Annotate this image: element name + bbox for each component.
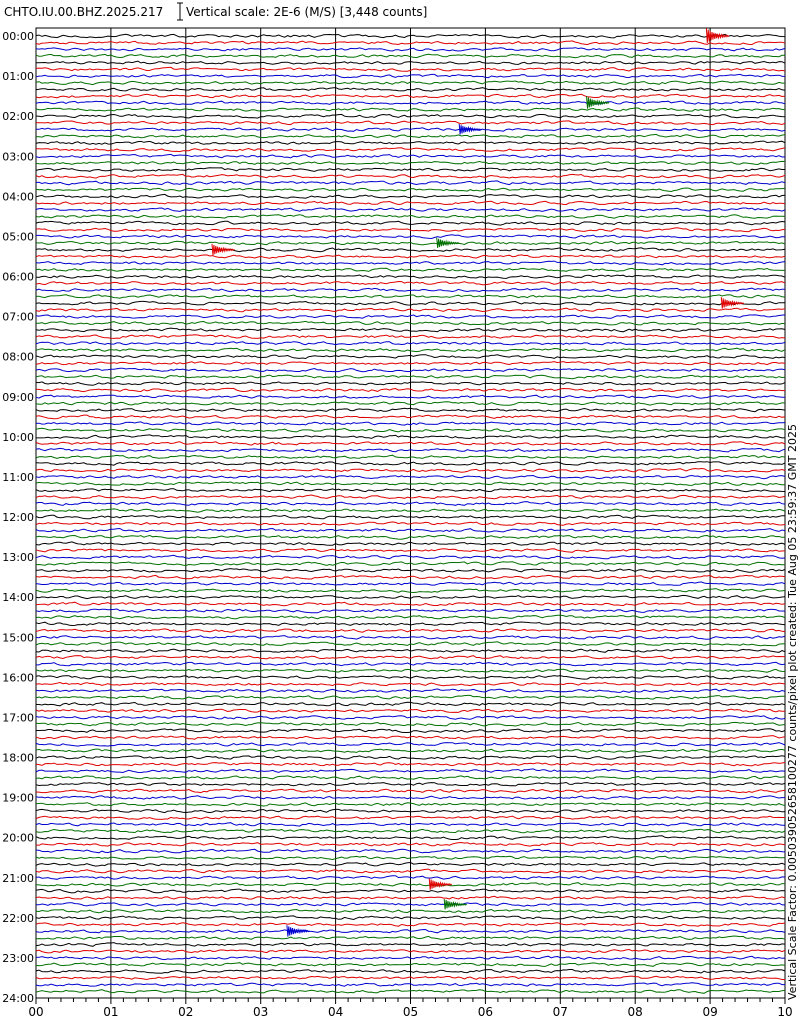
event-traces bbox=[212, 28, 744, 936]
hour-tick-label: 23:00 bbox=[2, 951, 34, 965]
event-burst bbox=[437, 238, 460, 248]
hour-tick-label: 24:00 bbox=[2, 992, 34, 1005]
hour-tick-label: 15:00 bbox=[2, 631, 34, 645]
minute-tick-label: 04 bbox=[327, 1005, 344, 1019]
hour-tick-label: 13:00 bbox=[2, 551, 34, 565]
hour-tick-label: 19:00 bbox=[2, 791, 34, 805]
minute-tick-label: 02 bbox=[178, 1005, 194, 1019]
hour-tick-label: 10:00 bbox=[2, 430, 34, 444]
hour-tick-label: 01:00 bbox=[2, 70, 34, 84]
minute-tick-label: 00 bbox=[28, 1005, 44, 1019]
hour-tick-label: 03:00 bbox=[2, 150, 34, 164]
hour-tick-label: 09:00 bbox=[2, 390, 34, 404]
hour-tick-label: 04:00 bbox=[2, 190, 34, 204]
minute-tick-labels bbox=[28, 998, 792, 1019]
hour-tick-label: 02:00 bbox=[2, 110, 34, 124]
vertical-scale-factor-note: Vertical Scale Factor: 0.005039052658100277 counts/pixel plot created: Tue Aug 05 23:59:37 GMT 2025 bbox=[786, 424, 799, 1000]
event-burst bbox=[444, 899, 467, 909]
hour-tick-labels bbox=[2, 30, 34, 1005]
hour-tick-label: 06:00 bbox=[2, 270, 34, 284]
event-burst bbox=[459, 124, 482, 134]
vertical-scale-label: Vertical scale: 2E-6 (M/S) [3,448 counts] bbox=[186, 5, 428, 19]
event-burst bbox=[721, 297, 744, 308]
hour-tick-label: 22:00 bbox=[2, 911, 34, 925]
scale-bar-icon bbox=[177, 3, 183, 20]
minute-tick-label: 06 bbox=[477, 1005, 494, 1019]
minute-tick-label: 09 bbox=[702, 1005, 718, 1019]
event-burst bbox=[587, 96, 610, 109]
minute-tick-label: 05 bbox=[402, 1005, 419, 1019]
event-burst bbox=[429, 878, 452, 889]
station-title: CHTO.IU.00.BHZ.2025.217 bbox=[4, 5, 164, 19]
hour-tick-label: 08:00 bbox=[2, 350, 34, 364]
minute-tick-label: 07 bbox=[552, 1005, 568, 1019]
hour-tick-label: 16:00 bbox=[2, 671, 34, 685]
hour-tick-label: 21:00 bbox=[2, 871, 34, 885]
hour-tick-label: 20:00 bbox=[2, 831, 34, 845]
event-burst bbox=[212, 244, 235, 255]
hour-tick-label: 00:00 bbox=[2, 30, 34, 43]
hour-tick-label: 17:00 bbox=[2, 711, 34, 725]
minute-tick-label: 03 bbox=[253, 1005, 269, 1019]
event-burst bbox=[287, 925, 310, 936]
hour-tick-label: 11:00 bbox=[2, 470, 34, 484]
minute-tick-label: 08 bbox=[627, 1005, 643, 1019]
hour-tick-label: 05:00 bbox=[2, 230, 34, 244]
hour-tick-label: 07:00 bbox=[2, 310, 34, 324]
hour-tick-label: 12:00 bbox=[2, 511, 34, 524]
minute-gridlines bbox=[111, 28, 710, 998]
hour-tick-label: 14:00 bbox=[2, 591, 34, 605]
minute-tick-label: 10 bbox=[777, 1005, 793, 1019]
minute-tick-label: 01 bbox=[103, 1005, 119, 1019]
hour-tick-label: 18:00 bbox=[2, 751, 34, 765]
